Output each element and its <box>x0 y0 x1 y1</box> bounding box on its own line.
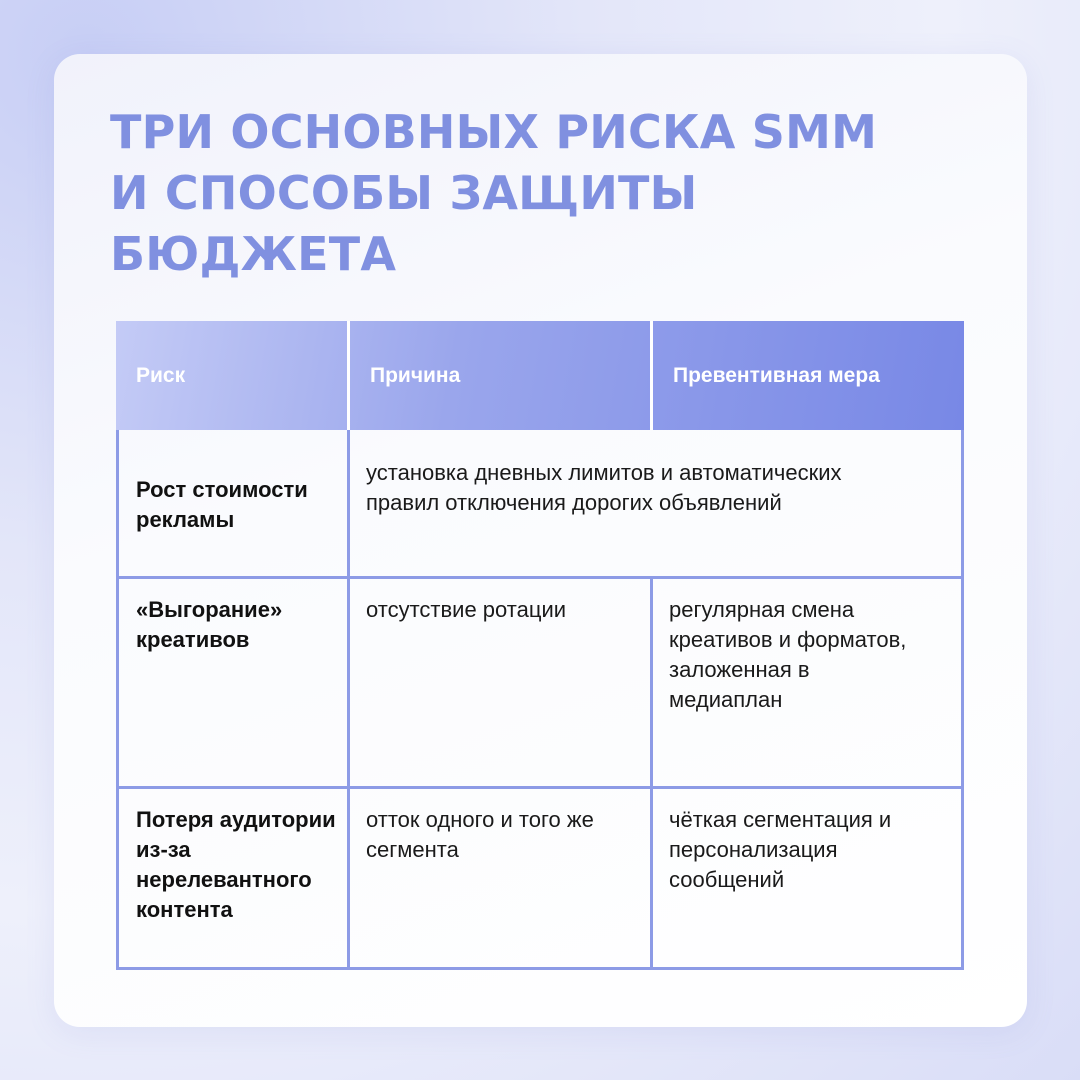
table-body <box>116 430 964 970</box>
page-title: ТРИ ОСНОВНЫХ РИСКА SMM И СПОСОБЫ ЗАЩИТЫ БЮДЖЕТА <box>110 105 878 281</box>
row2-risk: «Выгорание» креативов <box>136 597 283 652</box>
header-cause: Причина <box>370 363 461 387</box>
row1-merged-text: установка дневных лимитов и автоматических правил отключения дорогих объявлений <box>366 460 842 515</box>
column-divider <box>650 576 653 967</box>
row3-measure: чёткая сегментация и персонализация сообщений <box>669 807 892 892</box>
header-measure: Превентивная мера <box>673 363 880 387</box>
content-card <box>54 54 1027 1027</box>
row3-risk: Потеря аудитории из-за нерелевантного контента <box>136 807 336 922</box>
row2-cause: отсутствие ротации <box>366 597 567 622</box>
column-divider <box>347 430 350 967</box>
row2-measure: регулярная смена креативов и форматов, заложенная в медиаплан <box>669 597 907 712</box>
header-divider <box>347 321 350 430</box>
row1-risk: Рост стоимости рекламы <box>136 477 308 532</box>
row-divider <box>119 576 961 579</box>
row3-cause: отток одного и того же сегмента <box>366 807 594 862</box>
risk-table <box>116 321 964 970</box>
table-header <box>116 321 964 430</box>
header-divider <box>650 321 653 430</box>
header-risk: Риск <box>136 363 186 387</box>
row-divider <box>119 786 961 789</box>
